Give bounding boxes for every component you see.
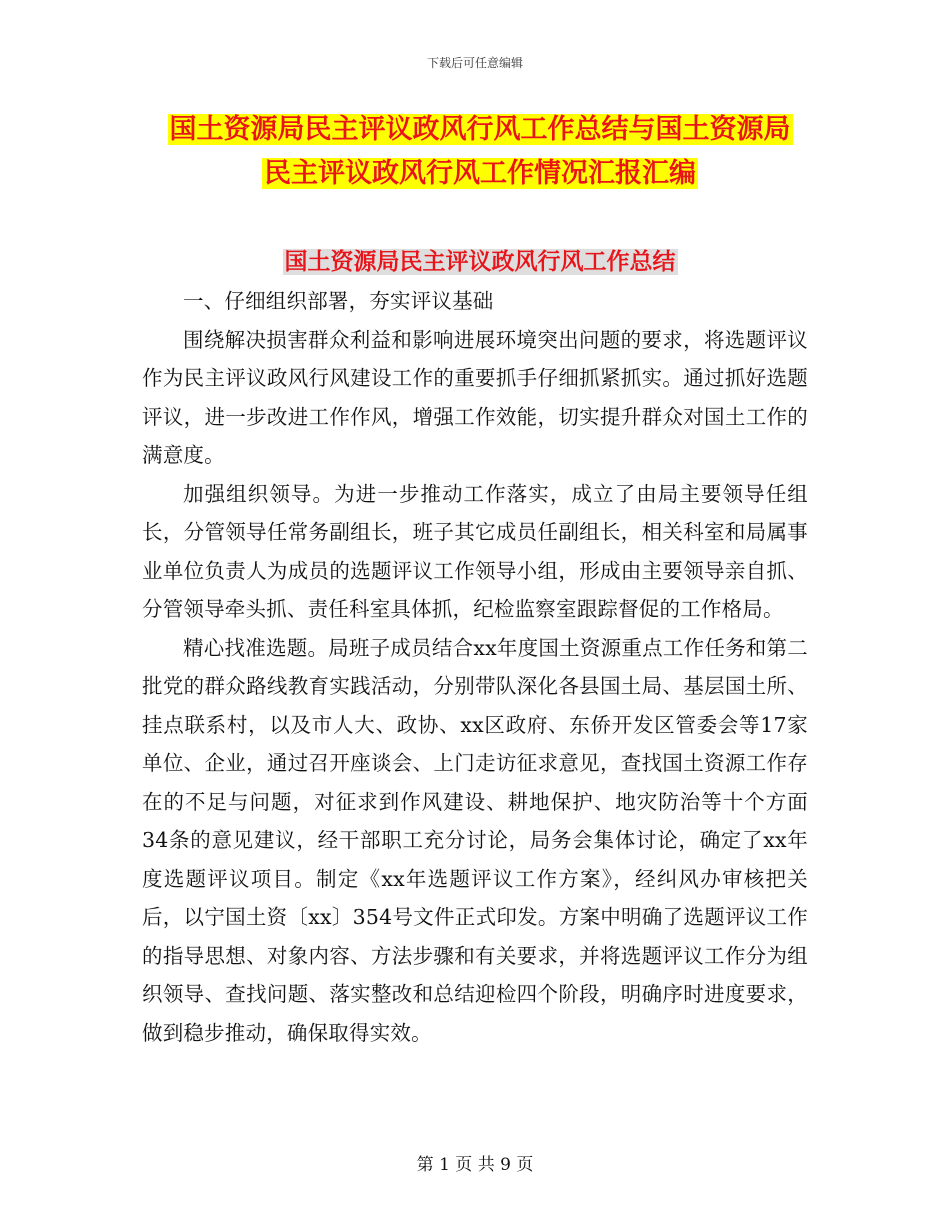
header-note: 下载后可任意编辑 bbox=[426, 56, 523, 70]
section-title bbox=[140, 242, 820, 282]
document-title-line-1 bbox=[140, 108, 820, 152]
paragraph: 加强组织领导。为进一步推动工作落实，成立了由局主要领导任组长，分管领导任常务副组长，班子其它成员任副组长，相关科室和局属事业单位负责人为成员的选题评议工作领导小组，形成由主要领导亲自抓、分管领导牵头抓、责任科室具体抓，纪检监察室跟踪督促的工作格局。 bbox=[142, 481, 808, 621]
section-title-text: 国土资源局民主评议政风行风工作总结 bbox=[284, 249, 676, 275]
document-title-line-1-text: 国土资源局民主评议政风行风工作总结与国土资源局 bbox=[169, 114, 791, 145]
document-title-line-2-text: 民主评议政风行风工作情况汇报汇编 bbox=[264, 158, 696, 189]
document-body bbox=[142, 282, 808, 1052]
paragraph: 精心找准选题。局班子成员结合xx年度国土资源重点工作任务和第二批党的群众路线教育实践活动，分别带队深化各县国土局、基层国土所、挂点联系村，以及市人大、政协、xx区政府、东侨开发区管委会等17家单位、企业，通过召开座谈会、上门走访征求意见，查找国土资源工作存在的不足与问题，对征求到作风建设、耕地保护、地灾防治等十个方面34条的意见建议，经干部职工充分讨论，局务会集体讨论，确定了xx年度选题评议项目。制定《xx年选题评议工作方案》，经纠风办审核把关后，以宁国土资〔xx〕354号文件正式印发。方案中明确了选题评议工作的指导思想、对象内容、方法步骤和有关要求，并将选题评议工作分为组织领导、查找问题、落实整改和总结迎检四个阶段，明确序时进度要求，做到稳步推动，确保取得实效。 bbox=[142, 635, 808, 1045]
page-footer: 第 1 页 共 9 页 bbox=[416, 1155, 534, 1175]
document-title-line-2 bbox=[140, 152, 820, 196]
paragraph: 围绕解决损害群众利益和影响进展环境突出问题的要求，将选题评议作为民主评议政风行风建设工作的重要抓手仔细抓紧抓实。通过抓好选题评议，进一步改进工作作风，增强工作效能，切实提升群众对国土工作的满意度。 bbox=[142, 327, 808, 467]
paragraph-heading: 一、仔细组织部署，夯实评议基础 bbox=[183, 289, 494, 313]
